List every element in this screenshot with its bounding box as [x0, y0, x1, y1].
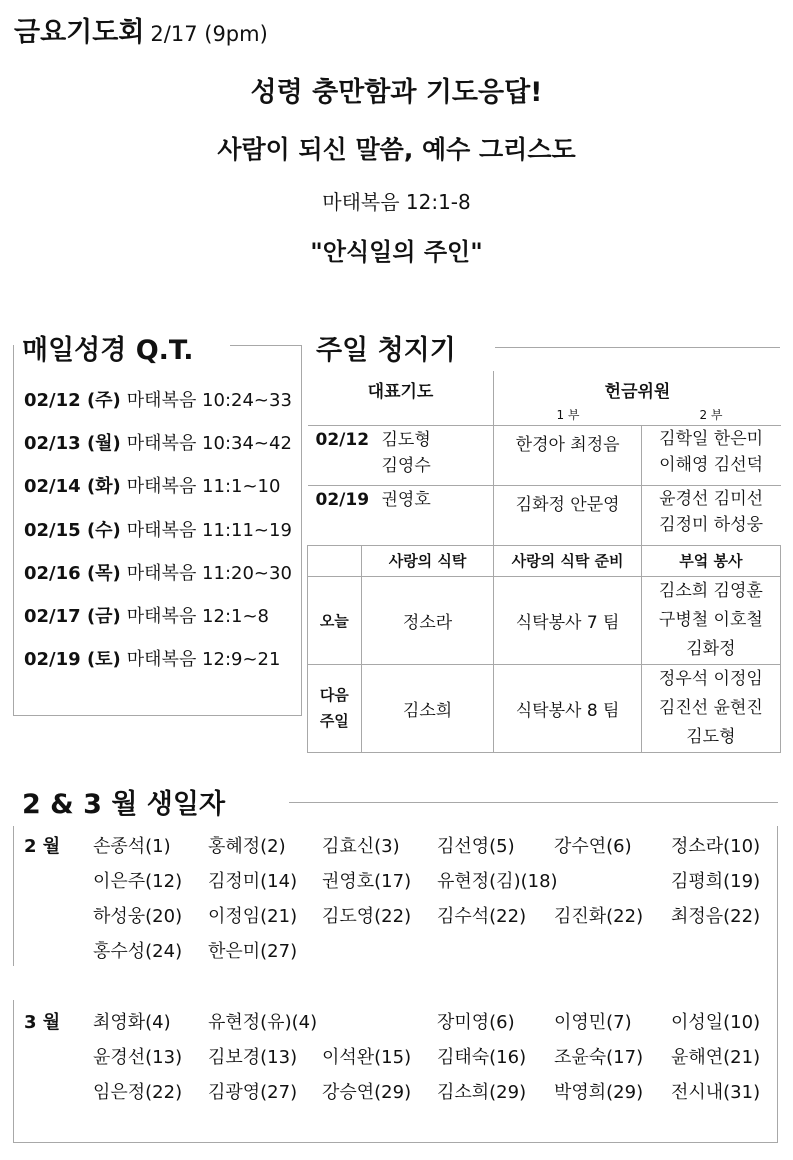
birthday-name: 김수석(22) [437, 906, 527, 927]
blank-header-cell [308, 545, 362, 576]
service-name: 금요기도회 [14, 17, 145, 48]
birthday-name: 강수연(6) [554, 836, 632, 857]
qt-divider [230, 345, 301, 346]
table-host: 김소희 [361, 664, 494, 752]
qt-reference: 마태복음 12:9~21 [126, 649, 281, 670]
qt-heading: 매일성경 Q.T. [22, 328, 204, 367]
prayer-names: 권영호 [381, 489, 431, 510]
col-table-header: 사랑의 식탁 [361, 545, 494, 576]
qt-item [24, 559, 292, 585]
part2-cell: 윤경선 김미선 김정미 하성웅 [641, 485, 780, 545]
birthday-name: 이정임(21) [208, 906, 298, 927]
bulletin-title [14, 10, 268, 49]
birthday-name: 장미영(6) [437, 1012, 515, 1033]
col-offering-header [494, 371, 781, 425]
birthday-name: 김도영(22) [322, 906, 412, 927]
birthday-month-label: 2 월 [24, 836, 61, 857]
qt-date: 02/16 (목) [24, 563, 121, 584]
birthday-name: 조윤숙(17) [554, 1047, 644, 1068]
qt-item [24, 429, 292, 455]
prayer-cell [308, 485, 494, 545]
birthday-name: 김평희(19) [671, 871, 761, 892]
birthday-name: 임은정(22) [93, 1082, 183, 1103]
birthday-name: 김효신(3) [322, 836, 400, 857]
birthday-box-edge [13, 1000, 14, 1142]
birthday-name: 홍수성(24) [93, 941, 183, 962]
birthday-name: 권영호(17) [322, 871, 412, 892]
col-prayer-header: 대표기도 [308, 371, 494, 425]
offering-label: 헌금위원 [604, 382, 671, 402]
table-row [308, 664, 781, 752]
birthday-name: 김정미(14) [208, 871, 298, 892]
prayer-cell [308, 425, 494, 485]
col-table-prep-header: 사랑의 식탁 준비 [494, 545, 641, 576]
qt-item [24, 602, 269, 628]
birthday-name: 김선영(5) [437, 836, 515, 857]
kitchen-names: 김소희 김영훈 구병철 이호철 김화정 [641, 576, 780, 664]
sunday-heading: 주일 청지기 [316, 328, 466, 367]
birthday-heading: 2 & 3 월 생일자 [22, 782, 235, 821]
part2-label: 2 부 [699, 408, 723, 422]
qt-item [24, 472, 280, 498]
service-label: 오늘 [308, 576, 362, 664]
sermon-series: 사람이 되신 말씀, 예수 그리스도 [217, 135, 576, 164]
qt-date: 02/13 (월) [24, 433, 121, 454]
birthday-name: 김태숙(16) [437, 1047, 527, 1068]
birthday-name: 최영화(4) [93, 1012, 171, 1033]
birthday-name: 이은주(12) [93, 871, 183, 892]
qt-date: 02/14 (화) [24, 476, 121, 497]
scripture-reference: 마태복음 12:1-8 [322, 190, 471, 214]
qt-reference: 마태복음 10:34~42 [126, 433, 292, 454]
row-date: 02/12 [315, 429, 370, 450]
table-prep-team: 식탁봉사 7 팀 [494, 576, 641, 664]
birthday-name: 손종석(1) [93, 836, 171, 857]
birthday-name: 윤해연(21) [671, 1047, 761, 1068]
prayer-names: 김도형 김영수 [381, 429, 431, 476]
part1-cell: 김화정 안문영 [494, 485, 641, 545]
birthday-name: 홍혜정(2) [208, 836, 286, 857]
birthday-name: 김진화(22) [554, 906, 644, 927]
part1-cell: 한경아 최정음 [494, 425, 641, 485]
qt-reference: 마태복음 11:1~10 [126, 476, 281, 497]
qt-item [24, 516, 292, 542]
birthday-name: 유현정(김)(18) [437, 871, 558, 892]
headline: 성령 충만함과 기도응답! [250, 77, 543, 108]
table-row [308, 425, 781, 485]
sunday-divider [495, 347, 780, 348]
birthday-divider [289, 802, 778, 803]
qt-date: 02/12 (주) [24, 390, 121, 411]
qt-reference: 마태복음 11:11~19 [126, 520, 292, 541]
qt-date: 02/17 (금) [24, 606, 121, 627]
birthday-month-label: 3 월 [24, 1012, 61, 1033]
birthday-name: 윤경선(13) [93, 1047, 183, 1068]
birthday-name: 김보경(13) [208, 1047, 298, 1068]
part1-label: 1 부 [556, 408, 580, 422]
sunday-table [307, 371, 781, 753]
birthday-name: 김소희(29) [437, 1082, 527, 1103]
table-row [308, 576, 781, 664]
kitchen-names: 정우석 이정임 김진선 윤현진 김도형 [641, 664, 780, 752]
birthday-name: 이석완(15) [322, 1047, 412, 1068]
birthday-name: 이성일(10) [671, 1012, 761, 1033]
qt-reference: 마태복음 10:24~33 [126, 390, 292, 411]
service-date: 2/17 (9pm) [150, 22, 268, 46]
birthday-box-edge [13, 826, 14, 966]
birthday-name: 한은미(27) [208, 941, 298, 962]
birthday-name: 유현정(유)(4) [208, 1012, 318, 1033]
birthday-name: 이영민(7) [554, 1012, 632, 1033]
table-host: 정소라 [361, 576, 494, 664]
col-kitchen-header: 부엌 봉사 [641, 545, 780, 576]
qt-date: 02/19 (토) [24, 649, 121, 670]
sermon-title: "안식일의 주인" [310, 238, 483, 266]
table-prep-team: 식탁봉사 8 팀 [494, 664, 641, 752]
birthday-name: 강승연(29) [322, 1082, 412, 1103]
birthday-name: 박영희(29) [554, 1082, 644, 1103]
part2-cell: 김학일 한은미 이해영 김선덕 [641, 425, 780, 485]
qt-item [24, 386, 292, 412]
qt-item [24, 645, 280, 671]
row-date: 02/19 [315, 489, 370, 510]
birthday-name: 김광영(27) [208, 1082, 298, 1103]
birthday-name: 최정음(22) [671, 906, 761, 927]
qt-reference: 마태복음 11:20~30 [126, 563, 292, 584]
birthday-name: 정소라(10) [671, 836, 761, 857]
birthday-name: 전시내(31) [671, 1082, 761, 1103]
qt-reference: 마태복음 12:1~8 [126, 606, 270, 627]
service-label: 다음 주일 [308, 664, 362, 752]
birthday-name: 하성웅(20) [93, 906, 183, 927]
qt-date: 02/15 (수) [24, 520, 121, 541]
table-row [308, 485, 781, 545]
